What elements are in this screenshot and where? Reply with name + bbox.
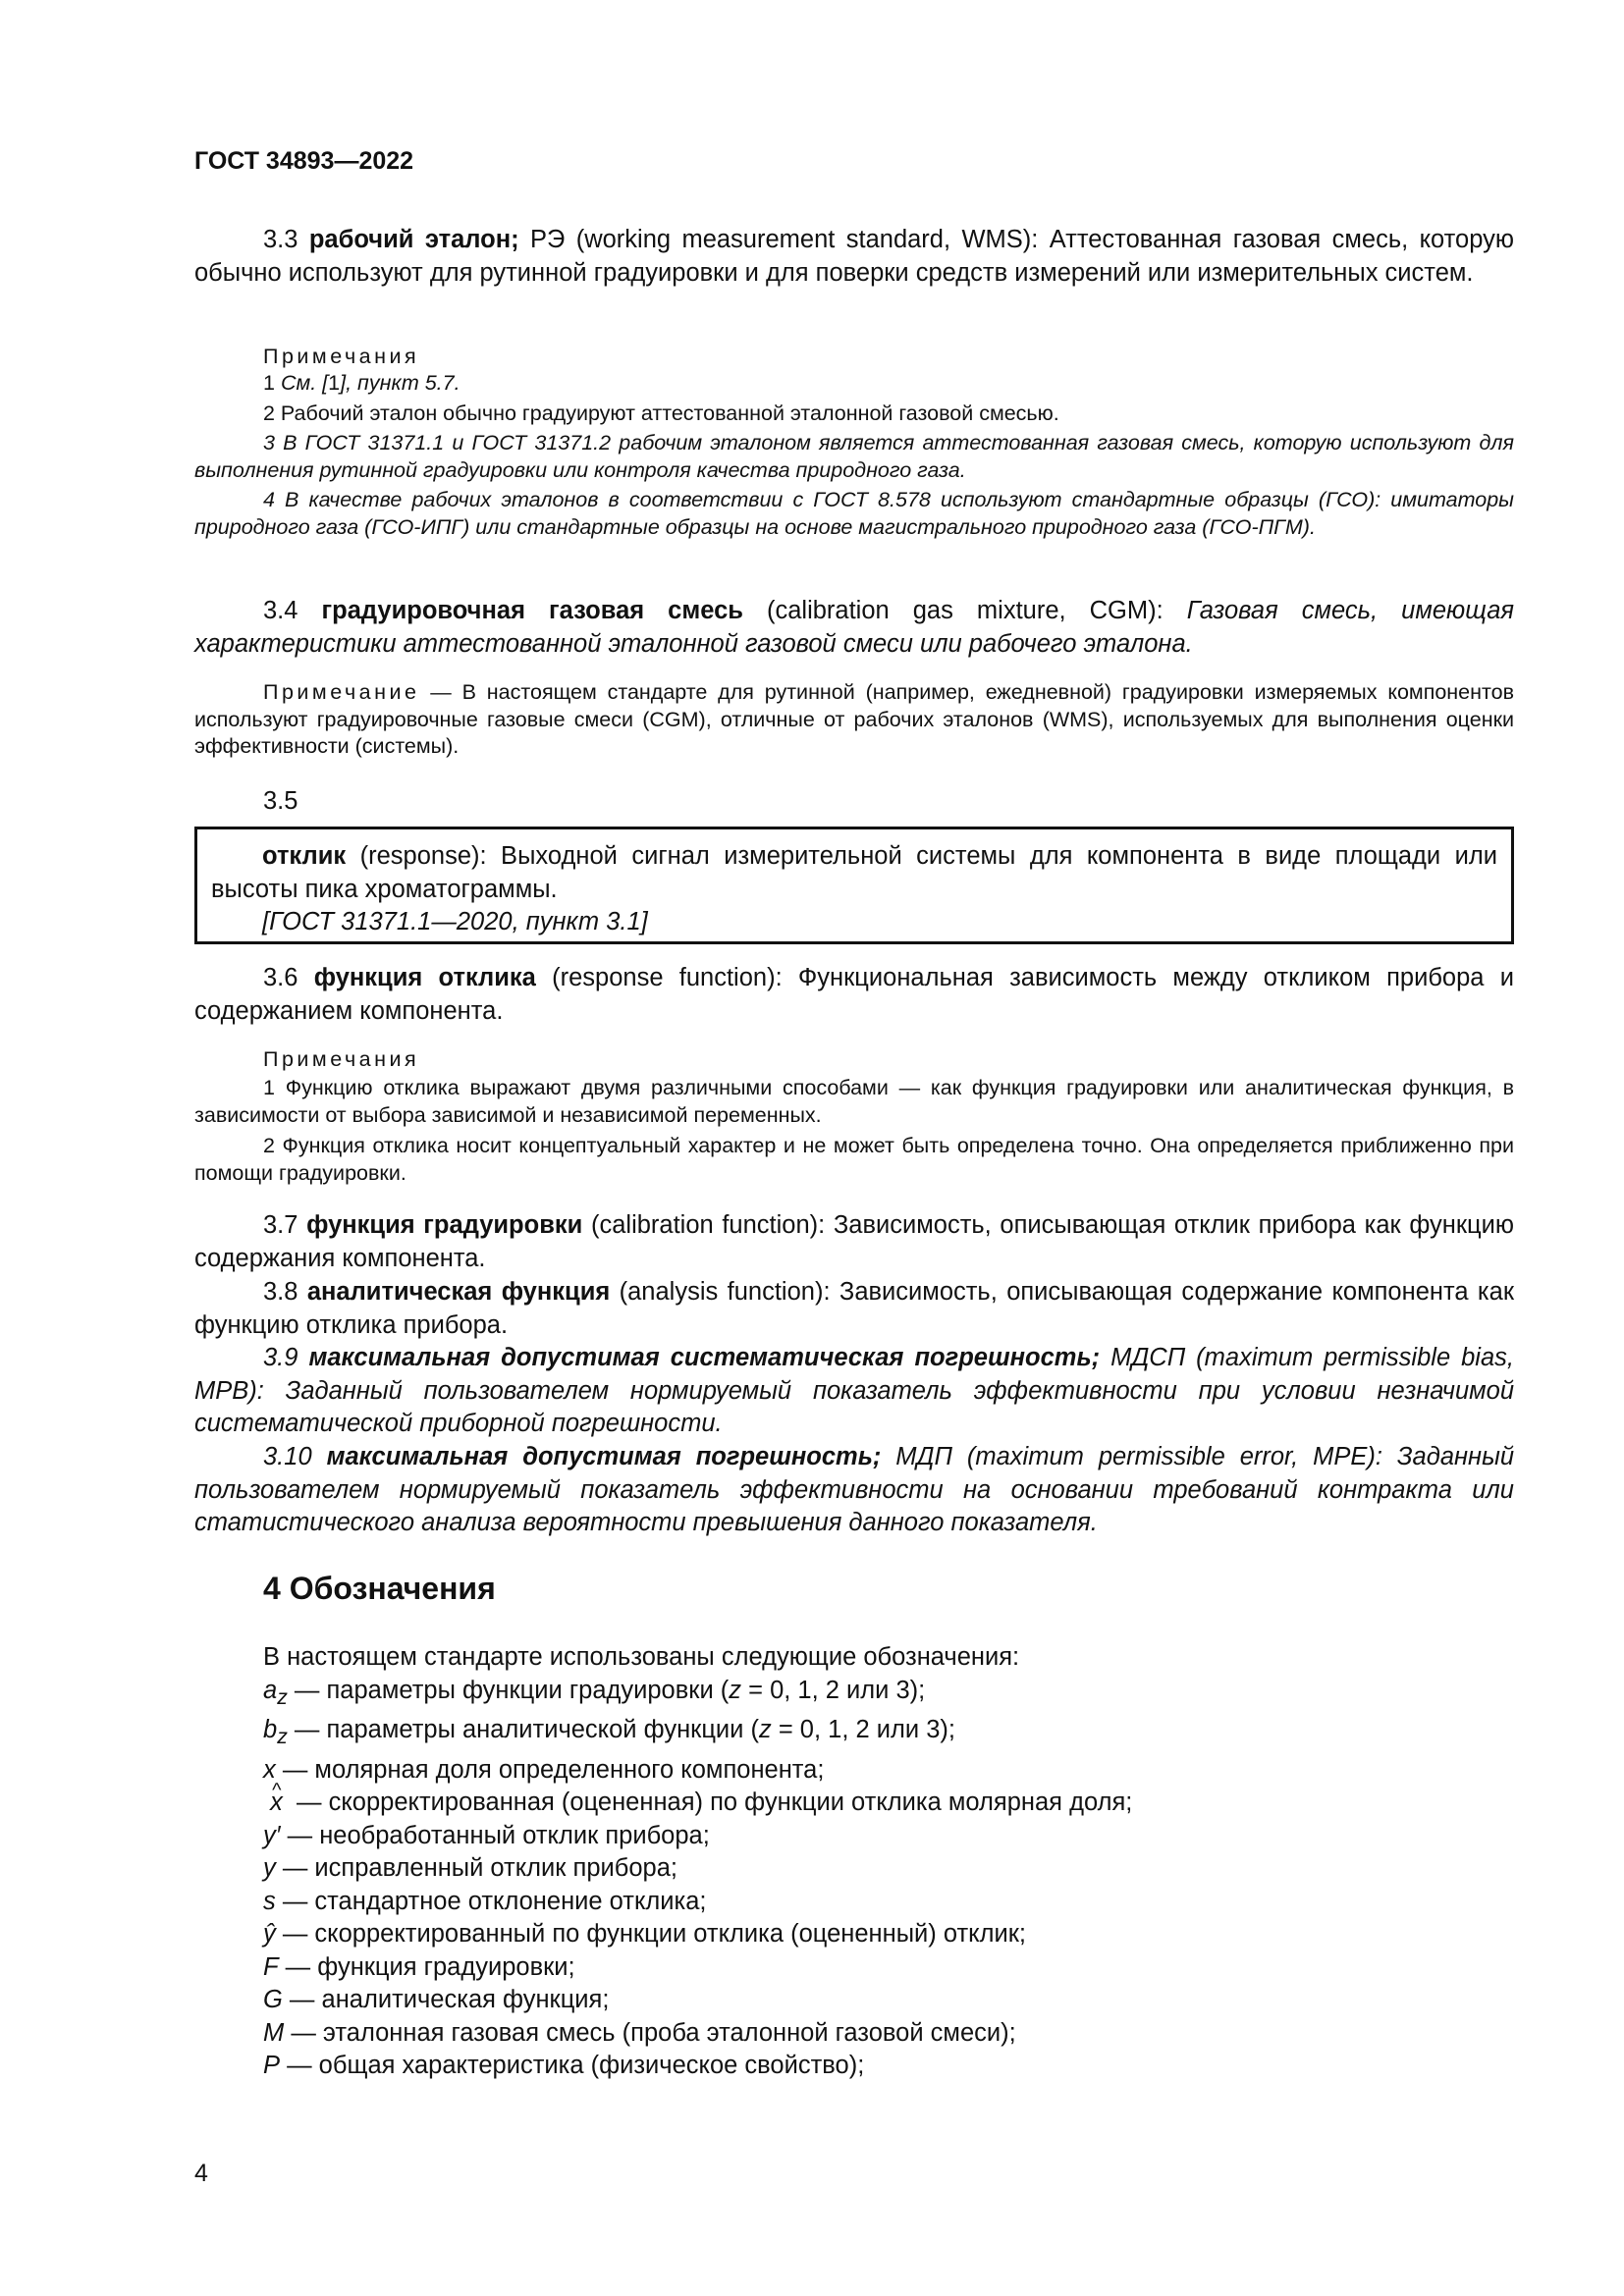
term-title: максимальная допустимая систематическая погрешность; — [308, 1344, 1101, 1371]
term-3-3 — [194, 224, 1514, 290]
symbol-item — [263, 1852, 1514, 1886]
section-4-heading: 4 Обозначения — [263, 1571, 496, 1606]
symbol-description-tail: = 0, 1, 2 или 3); — [771, 1716, 955, 1744]
symbol-description: — параметры функции градуировки ( — [287, 1676, 730, 1704]
note-3-6-1: 1 Функцию отклика выражают двумя различными способами — как функция градуировки или аналитическая функция, в зависимости от выбора зависимой и независимой переменных. — [194, 1076, 1514, 1127]
term-definition: МДСП (maximum permissible bias, MPB): Заданный пользователем нормируемый показатель эффективности при условии незначимой систематической приборной погрешности. — [194, 1344, 1514, 1437]
symbol: b — [263, 1716, 278, 1744]
symbol-item — [263, 1984, 1514, 2017]
term-number: 3.8 — [263, 1278, 298, 1306]
symbol-item — [263, 1675, 1514, 1715]
term-definition: (calibration function): Зависимость, описывающая отклик прибора как функцию содержания компонента. — [194, 1211, 1514, 1272]
symbol-item — [263, 1714, 1514, 1754]
symbol-item — [263, 1886, 1514, 1919]
symbol: y — [263, 1854, 276, 1883]
term-number: 3.10 — [263, 1443, 312, 1470]
notes-3-3-title — [194, 344, 1514, 371]
symbol: a — [263, 1676, 278, 1704]
term-3-6 — [194, 962, 1514, 1028]
symbol-description: — скорректированная (оцененная) по функции отклика молярная доля; — [282, 1789, 1133, 1817]
symbol-variable: z — [759, 1716, 772, 1744]
symbol-item — [263, 2017, 1514, 2051]
standard-header: ГОСТ 34893—2022 — [194, 147, 414, 175]
term-3-9 — [194, 1342, 1514, 1441]
term-number: 3.3 — [263, 226, 298, 253]
note-3-3-3 — [194, 430, 1514, 484]
term-number: 3.6 — [263, 964, 298, 991]
term-source-reference: [ГОСТ 31371.1—2020, пункт 3.1] — [262, 908, 648, 935]
symbol-x-hat: ^ x — [270, 1787, 283, 1820]
symbol-item — [263, 1918, 1514, 1951]
note-text: 4 В качестве рабочих эталонов в соответствии с ГОСТ 8.578 используют стандартные образцы (ГСО): имитаторы природного газа (ГСО-ИПГ) или стандартные образцы на основе магистрального природного газа (ГСО-ПГМ). — [194, 488, 1514, 539]
term-3-8 — [194, 1276, 1514, 1342]
term-title: максимальная допустимая погрешность; — [326, 1443, 882, 1470]
symbol: x — [263, 1755, 276, 1784]
symbol-description: — общая характеристика (физическое свойство); — [280, 2052, 865, 2080]
notes-3-6-title — [194, 1046, 1514, 1074]
symbol: P — [263, 2052, 281, 2080]
term-title: функция отклика — [313, 964, 536, 991]
term-title: рабочий эталон; — [308, 226, 519, 253]
document-page — [194, 0, 1514, 2296]
symbol-description: — функция градуировки; — [278, 1952, 575, 1981]
notes-title: Примечания — [263, 1047, 420, 1071]
symbol-description-tail: = 0, 1, 2 или 3); — [741, 1676, 926, 1704]
note-3-6-2: 2 Функция отклика носит концептуальный характер и не может быть определена точно. Она определяется приближенно при помощи градуировки. — [194, 1134, 1514, 1185]
term-definition: (response function): Функциональная зависимость между откликом прибора и содержанием компонента. — [194, 964, 1514, 1025]
symbol: ŷ — [263, 1920, 276, 1949]
symbol-item — [263, 2050, 1514, 2083]
term-definition: МДП (maximum permissible error, MPE): Заданный пользователем нормируемый показатель эффективности на основании требований контракта или статистического анализа вероятности превышения данного показателя. — [194, 1443, 1515, 1536]
term-3-4 — [194, 595, 1514, 661]
symbol-description: — эталонная газовая смесь (проба эталонной газовой смеси); — [284, 2018, 1016, 2047]
symbol-item — [263, 1787, 1514, 1820]
term-3-5-number: 3.5 — [263, 787, 298, 815]
symbol-description: — стандартное отклонение отклика; — [275, 1887, 707, 1915]
term-number: 3.7 — [263, 1211, 298, 1239]
symbol-description: — скорректированный по функции отклика (оцененный) отклик; — [275, 1920, 1026, 1949]
symbol-description: — исправленный отклик прибора; — [275, 1854, 678, 1883]
symbol-variable: z — [729, 1676, 742, 1704]
term-title: отклик — [262, 842, 347, 870]
note-3-3-2: 2 Рабочий эталон обычно градуируют аттестованной эталонной газовой смесью. — [263, 401, 1059, 425]
symbol-description: — необработанный отклик прибора; — [280, 1821, 710, 1849]
symbol-description: — аналитическая функция; — [282, 1986, 610, 2014]
term-3-5-box — [194, 827, 1514, 944]
term-title: функция градуировки — [306, 1211, 583, 1239]
term-definition: РЭ (working measurement standard, WMS): Аттестованная газовая смесь, которую обычно используют для рутинной градуировки и для поверки средств измерений или измерительных систем. — [194, 226, 1514, 287]
note-number: 1 — [263, 371, 275, 395]
symbol-item — [263, 1754, 1514, 1788]
term-title: градуировочная газовая смесь — [321, 597, 743, 624]
note-text: — В настоящем стандарте для рутинной (например, ежедневной) градуировки измеряемых компонентов используют градуировочные газовые смеси (CGM), отличные от рабочих эталонов (WMS), используемых для выполнения оценки эффективности (системы). — [194, 680, 1514, 758]
note-title: Примечание — [263, 680, 420, 704]
term-number: 3.9 — [263, 1344, 298, 1371]
term-english: (calibration gas mixture, CGM): — [742, 597, 1187, 624]
symbol: s — [263, 1887, 276, 1915]
term-3-7 — [194, 1209, 1514, 1275]
term-number: 3.4 — [263, 597, 298, 624]
symbol-subscript: z — [277, 1725, 288, 1749]
symbol-description: — молярная доля определенного компонента; — [275, 1755, 825, 1784]
term-definition: Газовая смесь, имеющая характеристики аттестованной эталонной газовой смеси или рабочего эталона. — [194, 597, 1514, 658]
page-number: 4 — [194, 2160, 208, 2187]
note-3-4 — [194, 679, 1514, 761]
term-definition: (response): Выходной сигнал измерительной системы для компонента в виде площади или высоты пика хроматограммы. — [211, 842, 1497, 903]
term-title: аналитическая функция — [306, 1278, 611, 1306]
note-text-a: См. [ — [280, 371, 329, 395]
term-3-5 — [211, 840, 1497, 939]
note-text: 3 В ГОСТ 31371.1 и ГОСТ 31371.2 рабочим эталоном является аттестованная газовая смесь, которую используют для выполнения рутинной градуировки или контроля качества природного газа. — [194, 431, 1514, 482]
notes-title: Примечания — [263, 345, 420, 368]
symbols-list — [194, 1641, 1514, 2083]
note-3-3-4 — [194, 487, 1514, 541]
symbol-item — [263, 1951, 1514, 1985]
symbol: y′ — [263, 1821, 281, 1849]
note-text-b: ], пункт 5.7. — [340, 371, 460, 395]
symbols-intro: В настоящем стандарте использованы следующие обозначения: — [263, 1643, 1020, 1671]
term-3-10 — [194, 1441, 1514, 1540]
symbol-item — [263, 1820, 1514, 1853]
note-reference: 1 — [328, 371, 341, 395]
note-3-3-1 — [194, 370, 1514, 398]
symbol-subscript: z — [277, 1684, 288, 1709]
symbol: M — [263, 2018, 285, 2047]
term-definition: (analysis function): Зависимость, описывающая содержание компонента как функцию отклика прибора. — [194, 1278, 1514, 1339]
symbol: G — [263, 1986, 283, 2014]
symbol: F — [263, 1952, 279, 1981]
symbol-description: — параметры аналитической функции ( — [287, 1716, 759, 1744]
